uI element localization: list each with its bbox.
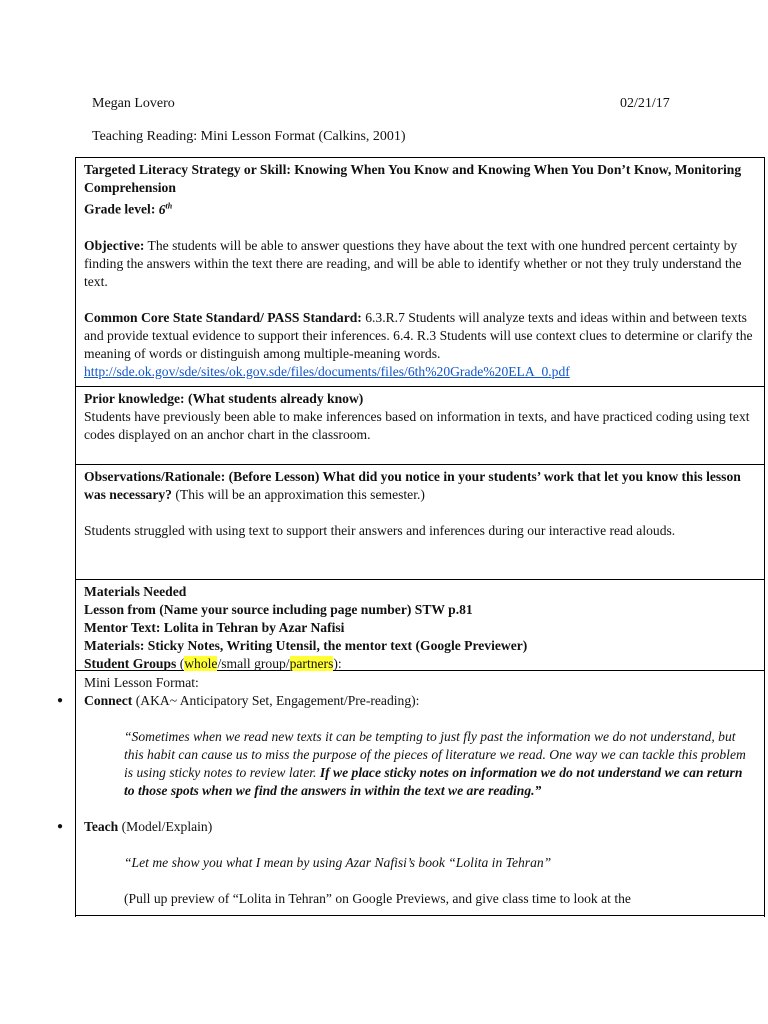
highlight-whole: whole — [184, 656, 218, 671]
standard-text: 6.3.R.7 Students will analyze texts and ideas within and between texts and provide textual evidence to support their inferences. 6.4. R.3 Students will use context clues to determine or clarify the meaning of words or distinguish among multiple-meaning words. — [84, 309, 753, 361]
prior-knowledge-cell — [76, 387, 764, 465]
teach-label: Teach — [84, 819, 119, 834]
highlight-partners: partners — [289, 656, 334, 671]
lesson-source: Lesson from (Name your source including page number) STW p.81 — [84, 602, 473, 617]
objective — [84, 237, 756, 291]
materials-list: Materials: Sticky Notes, Writing Utensil, the mentor text (Google Previewer) — [84, 638, 528, 653]
connect-label: Connect — [84, 693, 133, 708]
connect-quote: “Sometimes when we read new texts it can be tempting to just fly past the information we do not understand, but this habit can cause us to miss the purpose of the pieces of literature we read. One way we can tackle this problem is using sticky notes to review later. If we place sticky notes on information we do not understand we can return to those spots when we find the answers in within the text we are reading.” — [124, 729, 746, 798]
standard-label: Common Core State Standard/ PASS Standard: — [84, 309, 362, 325]
author-name: Megan Lovero — [92, 96, 175, 111]
materials-needed: Materials Needed — [84, 584, 187, 599]
bullet-icon: ● — [57, 695, 64, 706]
grade-sup: th — [165, 201, 173, 210]
student-groups: Student Groups (whole/small group/partners): — [84, 656, 342, 671]
document-title: Teaching Reading: Mini Lesson Format (Calkins, 2001) — [92, 129, 406, 144]
teach-note: (Model/Explain) — [118, 819, 213, 834]
observations-note: (This will be an approximation this semester.) — [171, 487, 425, 502]
observations-cell — [76, 465, 764, 580]
lesson-table — [57, 157, 765, 917]
standard — [84, 309, 756, 363]
materials-cell — [76, 580, 764, 671]
observations-label: Observations/Rationale: (Before Lesson) What did you notice in your students’ work that let you know this lesson was necessary? — [84, 469, 741, 502]
teach-quote: “Let me show you what I mean by using Azar Nafisi’s book “Lolita in Tehran” — [124, 855, 552, 870]
teach-text: (Pull up preview of “Lolita in Tehran” on Google Previews, and give class time to look at the — [124, 891, 631, 906]
mini-lesson-label: Mini Lesson Format: — [84, 675, 199, 690]
table-bottom-border — [75, 915, 765, 916]
strategy-label: Targeted Literacy Strategy or Skill: Knowing When You Know and Knowing When You Don’t Know, Monitoring Comprehension — [84, 162, 742, 195]
connect-quote-bold: If we place sticky notes on information we do not understand we can return to those spots when we find the answers in within the text we are reading.” — [124, 765, 743, 798]
prior-label: Prior knowledge: (What students already know) — [84, 391, 364, 406]
connect-note: (AKA~ Anticipatory Set, Engagement/Pre-reading): — [132, 693, 420, 708]
strategy-cell — [76, 158, 764, 387]
objective-label: Objective: — [84, 237, 145, 253]
mini-lesson-cell — [57, 671, 764, 917]
grade-value: 6 — [158, 201, 166, 217]
bullet-icon: ● — [57, 821, 64, 832]
observations-text: Students struggled with using text to support their answers and inferences during our interactive read alouds. — [84, 523, 676, 538]
objective-text: The students will be able to answer questions they have about the text with one hundred percent certainty by finding the answers within the text there are reading, and will be able to identify whether or not they truly understand the text. — [84, 237, 742, 289]
prior-text: Students have previously been able to make inferences based on information in texts, and have practiced coding using text codes displayed on an anchor chart in the classroom. — [84, 409, 750, 442]
standards-link[interactable]: http://sde.ok.gov/sde/sites/ok.gov.sde/files/documents/files/6th%20Grade%20ELA_0.pdf — [84, 363, 570, 379]
grade-label: Grade level: — [84, 201, 159, 217]
mentor-text: Mentor Text: Lolita in Tehran by Azar Nafisi — [84, 620, 345, 635]
document-date: 02/21/17 — [620, 96, 670, 111]
